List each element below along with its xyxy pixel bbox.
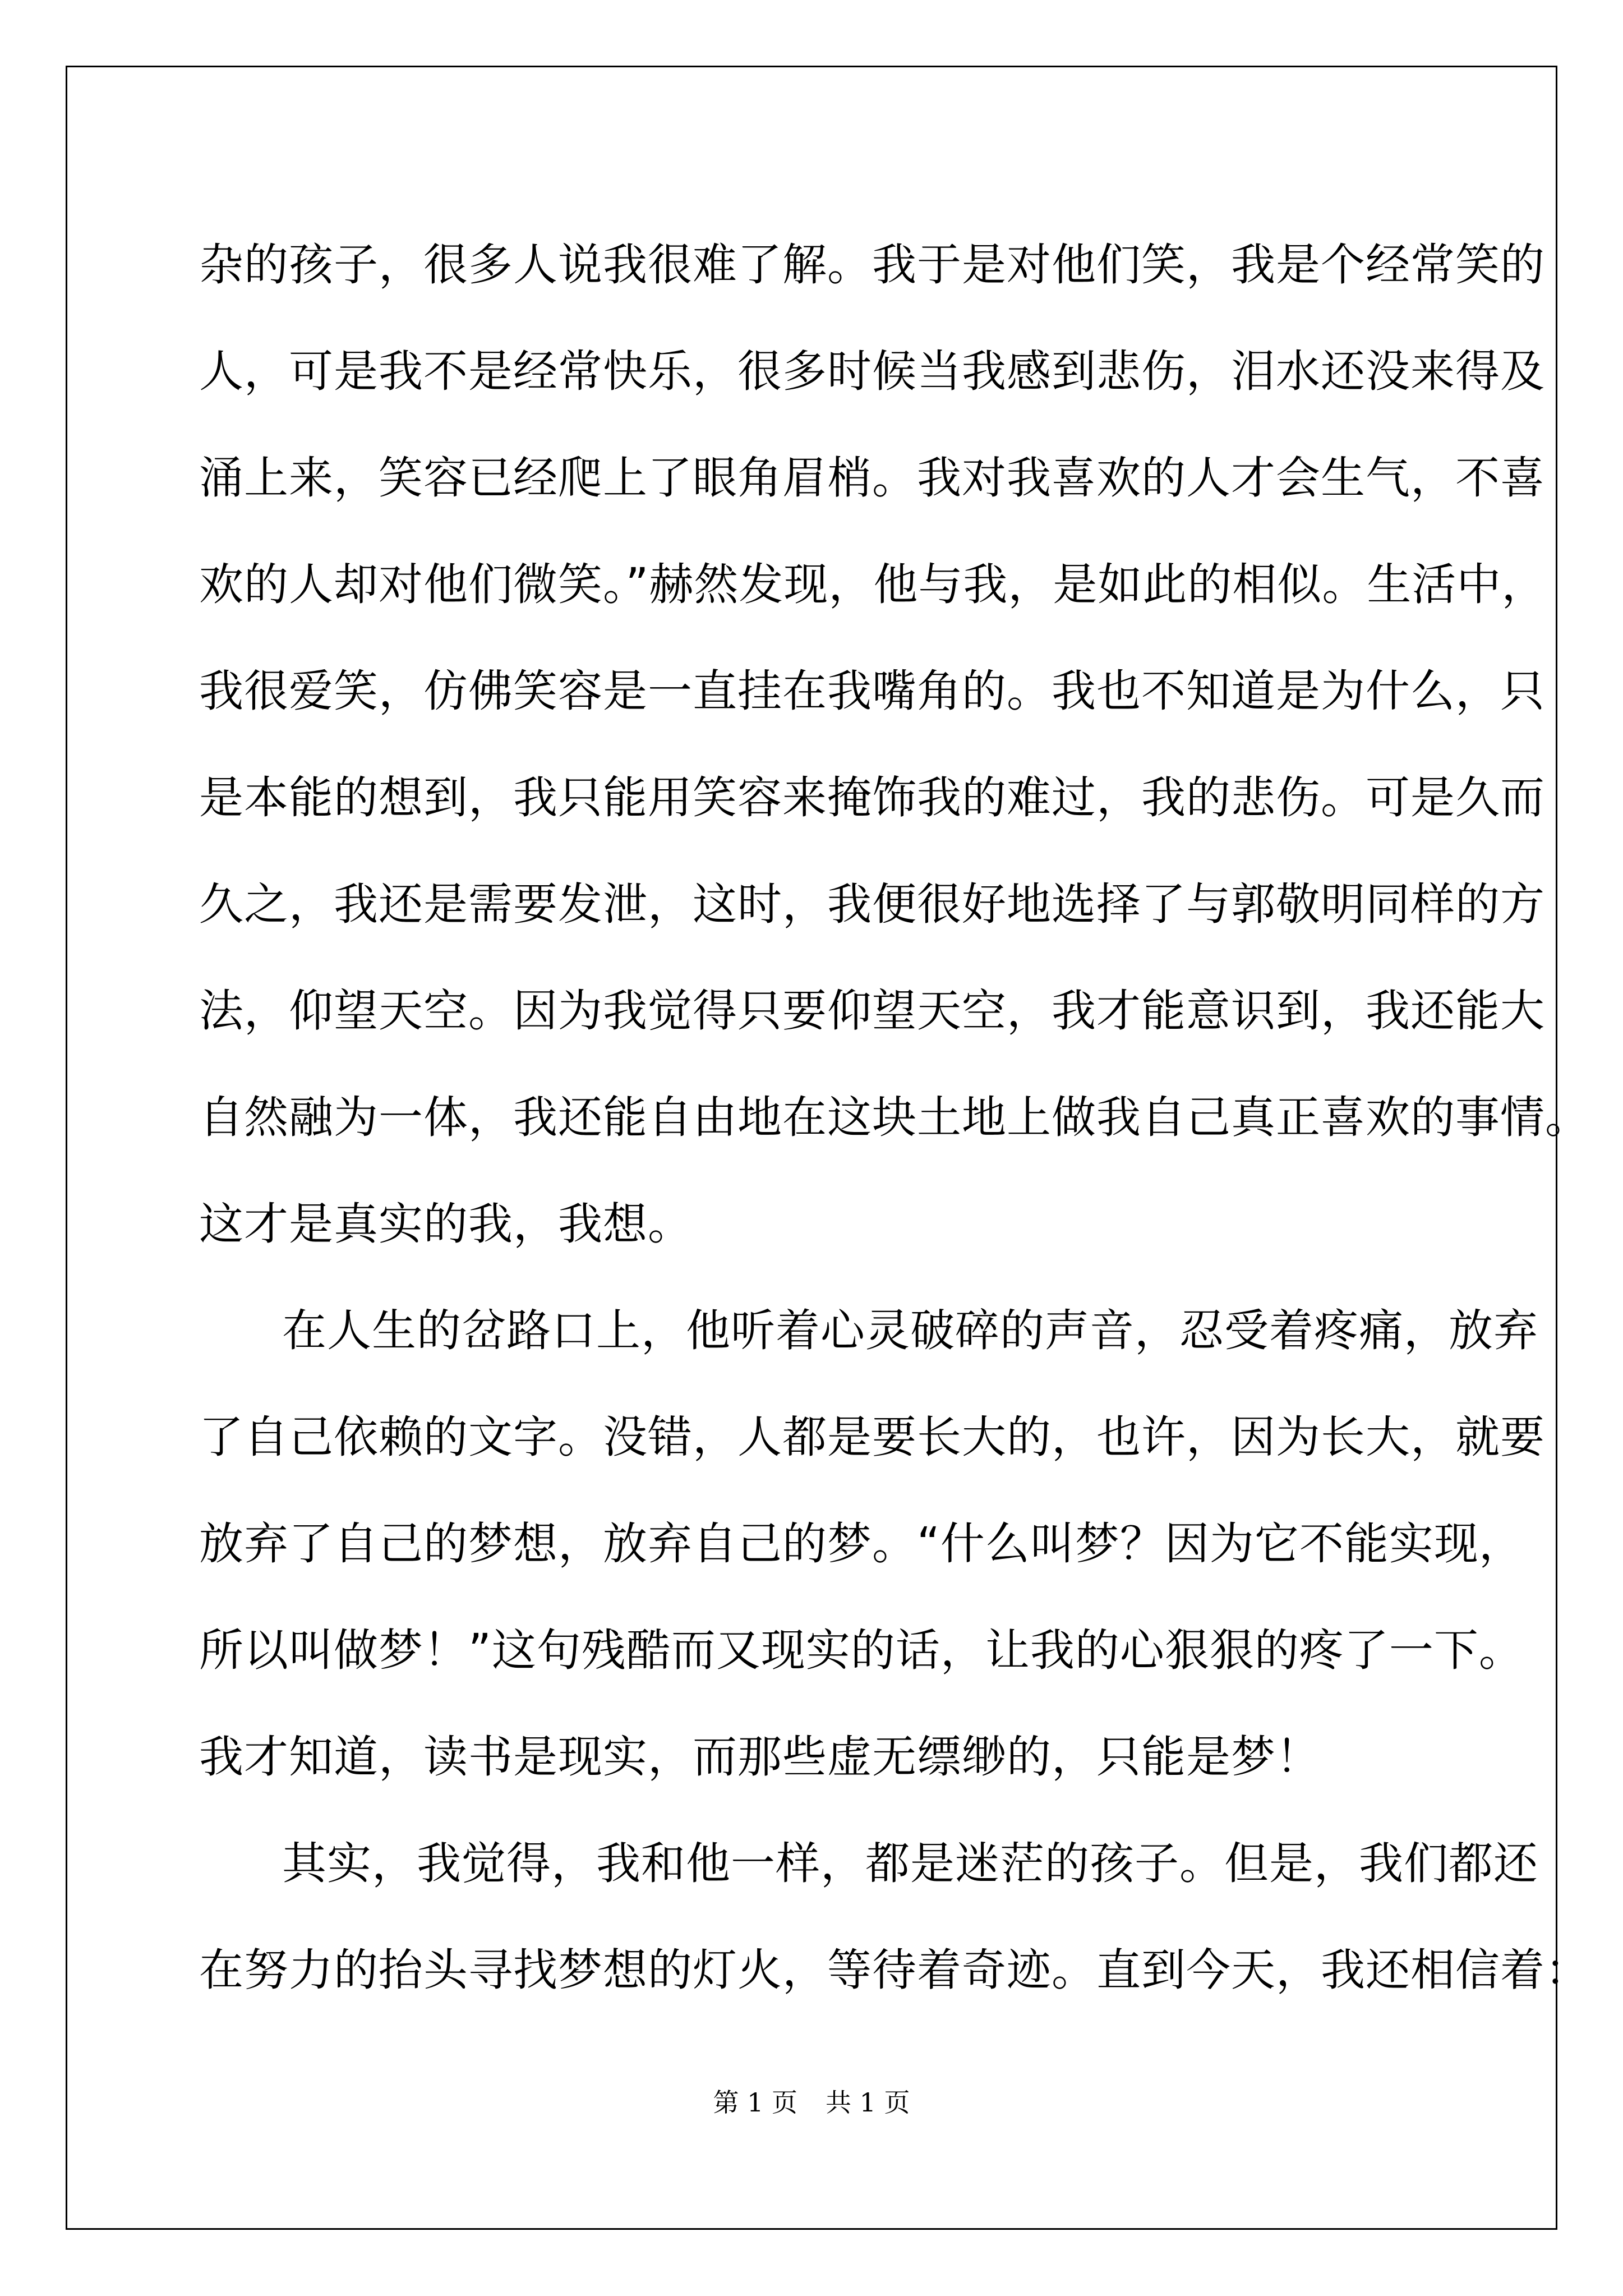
paragraph-first-line: 其实，我觉得，我和他一样，都是迷茫的孩子。但是，我们都还 bbox=[282, 1838, 1538, 1889]
document-body bbox=[199, 211, 1590, 2023]
text-line: 久之，我还是需要发泄，这时，我便很好地选择了与郭敬明同样的方 bbox=[199, 878, 1545, 930]
text-line: 欢的人却对他们微笑。”赫然发现，他与我，是如此的相似。生活中， bbox=[199, 559, 1547, 610]
text-line: 是本能的想到，我只能用笑容来掩饰我的难过，我的悲伤。可是久而 bbox=[199, 772, 1545, 823]
text-line: 法，仰望天空。因为我觉得只要仰望天空，我才能意识到，我还能大 bbox=[199, 985, 1545, 1037]
text-line: 放弃了自己的梦想，放弃自己的梦。“什么叫梦？因为它不能实现， bbox=[199, 1518, 1524, 1570]
text-line: 了自己依赖的文字。没错，人都是要长大的，也许，因为长大，就要 bbox=[199, 1411, 1545, 1463]
paragraph-first-line: 在人生的岔路口上，他听着心灵破碎的声音，忍受着疼痛，放弃 bbox=[282, 1305, 1538, 1356]
text-line: 杂的孩子，很多人说我很难了解。我于是对他们笑，我是个经常笑的 bbox=[199, 239, 1545, 291]
page-total: 共 1 页 bbox=[826, 2087, 910, 2118]
text-line: 我很爱笑，仿佛笑容是一直挂在我嘴角的。我也不知道是为什么，只 bbox=[199, 665, 1545, 717]
text-line: 涌上来，笑容已经爬上了眼角眉梢。我对我喜欢的人才会生气，不喜 bbox=[199, 452, 1545, 504]
page-number: 第 1 页 bbox=[713, 2087, 797, 2118]
page-footer bbox=[0, 2086, 1623, 2119]
text-line: 在努力的抬头寻找梦想的灯火，等待着奇迹。直到今天，我还相信着： bbox=[199, 1944, 1590, 1996]
text-line: 我才知道，读书是现实，而那些虚无缥缈的，只能是梦！ bbox=[199, 1731, 1321, 1783]
text-line: 这才是真实的我，我想。 bbox=[199, 1198, 693, 1250]
text-line: 自然融为一体，我还能自由地在这块土地上做我自己真正喜欢的事情。 bbox=[199, 1092, 1590, 1143]
text-line: 所以叫做梦！”这句残酷而又现实的话，让我的心狠狠的疼了一下。 bbox=[199, 1625, 1524, 1676]
text-line: 人，可是我不是经常快乐，很多时候当我感到悲伤，泪水还没来得及 bbox=[199, 346, 1545, 397]
